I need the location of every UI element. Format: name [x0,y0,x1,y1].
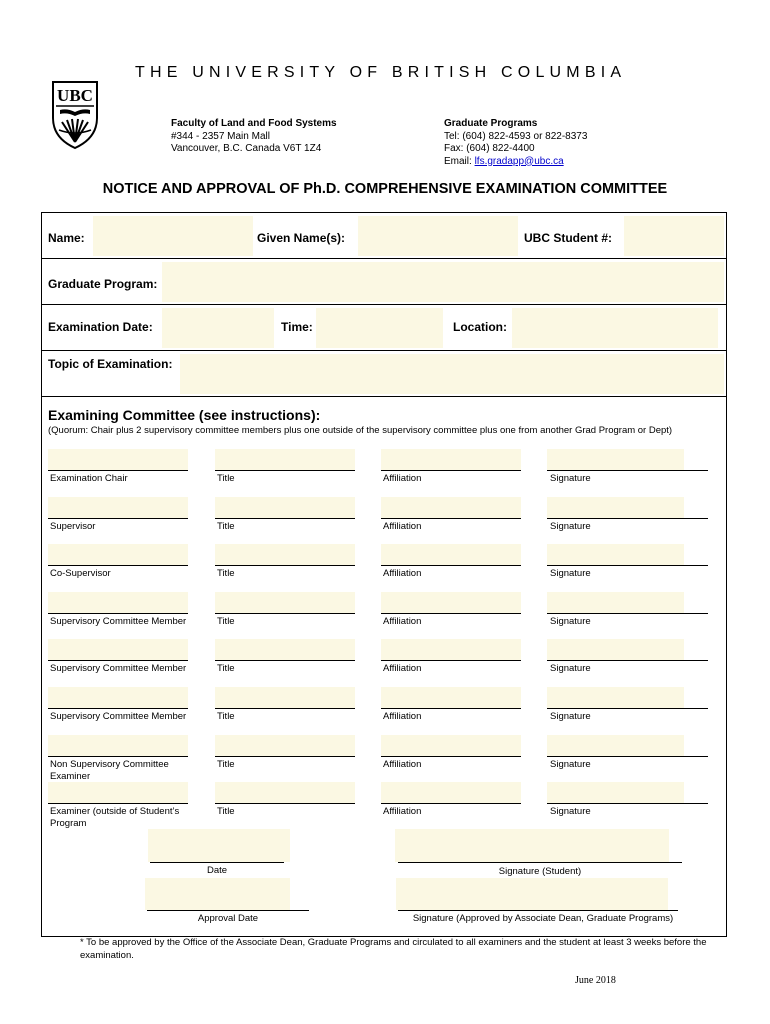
committee-role-input[interactable] [48,735,188,756]
committee-affiliation-line [381,803,521,804]
committee-title-line [215,565,355,566]
committee-signature-line [547,470,708,471]
committee-affiliation-line [381,756,521,757]
committee-title-label: Title [217,806,235,818]
committee-signature-line [547,565,708,566]
location-label: Location: [453,320,507,334]
divider [41,350,727,351]
committee-role-label: Supervisory Committee Member [50,615,187,627]
programs-fax: Fax: (604) 822-4400 [444,143,535,154]
committee-title-label: Title [217,615,235,627]
committee-affiliation-line [381,518,521,519]
committee-signature-label: Signature [550,520,591,532]
committee-affiliation-line [381,565,521,566]
committee-role-line [48,708,188,709]
committee-role-input[interactable] [48,592,188,613]
committee-affiliation-input[interactable] [381,687,521,708]
time-label: Time: [281,320,313,334]
committee-role-label: Supervisor [50,520,96,532]
committee-title-line [215,803,355,804]
dean-signature-line [398,910,678,911]
committee-affiliation-label: Affiliation [383,758,422,770]
committee-affiliation-label: Affiliation [383,568,422,580]
committee-affiliation-input[interactable] [381,782,521,803]
committee-affiliation-line [381,660,521,661]
faculty-address-line2: Vancouver, B.C. Canada V6T 1Z4 [171,143,322,154]
divider [41,304,727,305]
examination-date-label: Examination Date: [48,320,153,334]
quorum-note: (Quorum: Chair plus 2 supervisory committee members plus one outside of the supervisory committee plus one from another Grad Program or Dept) [48,425,673,436]
programs-tel: Tel: (604) 822-4593 or 822-8373 [444,130,588,142]
committee-heading: Examining Committee (see instructions): [48,407,321,423]
committee-signature-label: Signature [550,568,591,580]
committee-title-input[interactable] [215,735,355,756]
committee-affiliation-line [381,470,521,471]
committee-signature-input[interactable] [547,449,684,470]
committee-title-input[interactable] [215,592,355,613]
committee-affiliation-label: Affiliation [383,663,422,675]
committee-title-line [215,660,355,661]
committee-title-label: Title [217,758,235,770]
svg-text:UBC: UBC [57,86,93,105]
committee-affiliation-label: Affiliation [383,615,422,627]
approval-date-label: Approval Date [197,913,259,924]
committee-role-line [48,518,188,519]
committee-signature-input[interactable] [547,687,684,708]
dean-signature-label: Signature (Approved by Associate Dean, Graduate Programs) [412,913,674,924]
committee-role-input[interactable] [48,639,188,660]
committee-role-line [48,470,188,471]
student-signature-label: Signature (Student) [498,866,582,877]
committee-role-input[interactable] [48,782,188,803]
committee-signature-line [547,756,708,757]
committee-signature-line [547,803,708,804]
committee-title-label: Title [217,520,235,532]
committee-affiliation-label: Affiliation [383,806,422,818]
committee-role-label: Supervisory Committee Member [50,663,187,675]
date-input[interactable] [148,829,290,862]
surname-input[interactable] [93,216,253,256]
date-line [150,862,284,863]
student-signature-input[interactable] [395,829,669,862]
graduate-program-label: Graduate Program: [48,277,158,291]
committee-role-input[interactable] [48,687,188,708]
committee-signature-label: Signature [550,615,591,627]
committee-title-input[interactable] [215,544,355,565]
committee-title-input[interactable] [215,687,355,708]
committee-role-input[interactable] [48,449,188,470]
divider [41,396,727,397]
ubc-crest-logo [50,80,100,150]
committee-title-label: Title [217,568,235,580]
committee-signature-input[interactable] [547,639,684,660]
student-number-input[interactable] [624,216,724,256]
committee-role-line [48,803,188,804]
committee-role-input[interactable] [48,497,188,518]
committee-role-line [48,613,188,614]
committee-title-line [215,708,355,709]
committee-affiliation-line [381,708,521,709]
committee-affiliation-input[interactable] [381,639,521,660]
committee-affiliation-input[interactable] [381,735,521,756]
committee-affiliation-label: Affiliation [383,520,422,532]
committee-role-line [48,660,188,661]
committee-role-label: Co-Supervisor [50,568,111,580]
committee-title-input[interactable] [215,497,355,518]
committee-title-input[interactable] [215,782,355,803]
graduate-program-input[interactable] [162,262,724,302]
divider [41,258,727,259]
committee-role-label: Supervisory Committee Member [50,711,187,722]
committee-signature-line [547,660,708,661]
examination-date-input[interactable] [162,308,274,348]
committee-signature-label: Signature [550,758,591,770]
university-name: THE UNIVERSITY OF BRITISH COLUMBIA [135,64,627,81]
committee-signature-input[interactable] [547,544,684,565]
faculty-name: Faculty of Land and Food Systems [171,118,337,129]
committee-title-label: Title [217,711,235,722]
committee-affiliation-input[interactable] [381,544,521,565]
committee-affiliation-input[interactable] [381,449,521,470]
topic-input[interactable] [180,354,724,394]
committee-title-label: Title [217,663,235,675]
committee-signature-input[interactable] [547,735,684,756]
student-signature-line [398,862,682,863]
committee-signature-line [547,518,708,519]
committee-signature-line [547,613,708,614]
committee-title-line [215,470,355,471]
topic-label: Topic of Examination: [48,357,173,371]
committee-signature-input[interactable] [547,592,684,613]
committee-signature-label: Signature [550,663,591,675]
committee-affiliation-label: Affiliation [383,711,422,722]
name-label: Name: [48,231,85,245]
committee-signature-line [547,708,708,709]
given-names-label: Given Name(s): [257,231,346,245]
committee-title-input[interactable] [215,449,355,470]
committee-signature-label: Signature [550,806,591,818]
location-input[interactable] [512,308,718,348]
committee-title-input[interactable] [215,639,355,660]
email-label: Email: [444,155,475,167]
faculty-address [171,118,337,156]
approval-date-input[interactable] [145,878,290,910]
committee-role-label: Non Supervisory Committee Examiner [50,758,169,782]
student-number-label: UBC Student #: [524,231,612,245]
committee-affiliation-input[interactable] [381,592,521,613]
time-input[interactable] [316,308,443,348]
graduate-programs-contact [444,118,587,168]
footnote: * To be approved by the Office of the Associate Dean, Graduate Programs and circulated to all examiners and the student at least 3 weeks before the examination. [80,937,707,961]
committee-role-line [48,756,188,757]
programs-name: Graduate Programs [444,118,538,129]
document-title: NOTICE AND APPROVAL OF Ph.D. COMPREHENSIVE EXAMINATION COMMITTEE [102,181,668,197]
programs-email-line [444,156,564,167]
dean-signature-input[interactable] [396,878,668,910]
revision-date: June 2018 [575,975,616,986]
committee-signature-input[interactable] [547,497,684,518]
committee-title-line [215,756,355,757]
committee-role-label: Examiner (outside of Student’s Program [50,806,180,830]
faculty-address-line1: #344 - 2357 Main Mall [171,130,270,142]
committee-title-line [215,613,355,614]
committee-role-input[interactable] [48,544,188,565]
committee-title-line [215,518,355,519]
committee-signature-input[interactable] [547,782,684,803]
committee-title-label: Title [217,473,235,484]
committee-affiliation-line [381,613,521,614]
committee-role-label: Examination Chair [50,473,128,484]
approval-date-line [147,910,309,911]
committee-signature-label: Signature [550,711,591,722]
committee-role-line [48,565,188,566]
committee-affiliation-input[interactable] [381,497,521,518]
date-label: Date [206,865,228,876]
email-link[interactable]: lfs.gradapp@ubc.ca [474,155,564,167]
given-names-input[interactable] [358,216,518,256]
committee-affiliation-label: Affiliation [383,473,422,484]
committee-signature-label: Signature [550,473,591,484]
